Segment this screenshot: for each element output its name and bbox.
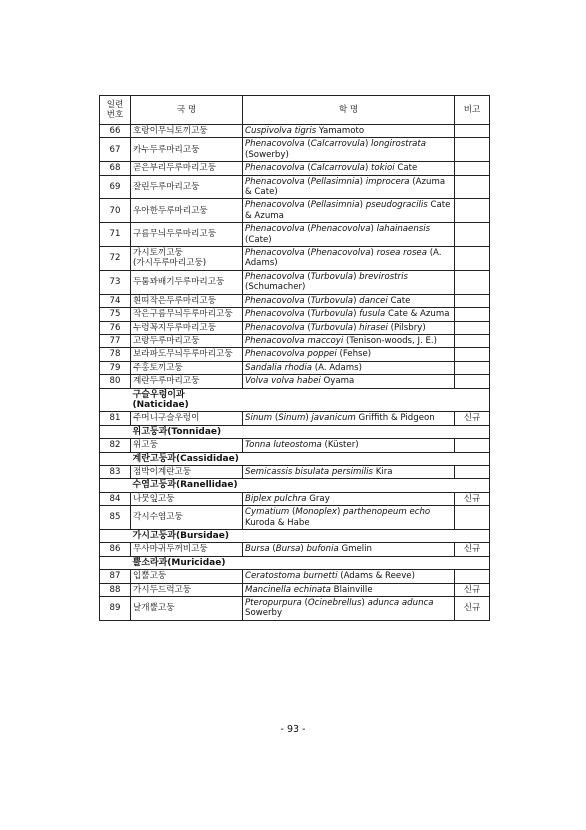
- family-row-end: [455, 556, 490, 569]
- scientific-name-italic-part: Phenacovolva: [245, 295, 305, 306]
- serial-number: 70: [100, 199, 131, 223]
- scientific-name-italic-part: Monoplex: [295, 507, 337, 518]
- serial-number: 73: [100, 270, 131, 294]
- scientific-name-author-part: (Fehse): [336, 349, 372, 360]
- note-cell: [455, 162, 490, 175]
- scientific-name-italic-part: Sinum: [245, 413, 273, 424]
- species-row: [100, 138, 490, 162]
- species-row: [100, 223, 490, 247]
- family-header-row: [100, 425, 490, 438]
- scientific-name-author-part: ): [353, 322, 360, 333]
- scientific-name-author-part: (A. Adams): [245, 248, 442, 269]
- scientific-name: [243, 543, 455, 556]
- scientific-name-author-part: (: [304, 224, 311, 235]
- scientific-name-author-part: (Sowerby): [245, 149, 289, 160]
- scientific-name-author-part: Cate: [394, 163, 418, 174]
- scientific-name-italic-part: Ceratostoma burnetti: [245, 571, 338, 582]
- scientific-name: [243, 412, 455, 425]
- korean-common-name: 주머니구슬우렁이: [131, 412, 243, 425]
- family-name: 가시고둥과(Bursidae): [131, 530, 455, 543]
- family-row-spacer: [100, 452, 131, 465]
- scientific-name: [243, 125, 455, 138]
- species-row: [100, 125, 490, 138]
- scientific-name-italic-part: Phenacovolva: [245, 248, 305, 259]
- scientific-name-author-part: ): [361, 598, 368, 609]
- scientific-name-italic-part: Pellasimnia: [310, 200, 360, 211]
- scientific-name: [243, 270, 455, 294]
- korean-common-name: 나뭇잎고둥: [131, 492, 243, 505]
- scientific-name-italic-part: Sandalia rhodia: [245, 362, 313, 373]
- scientific-name-italic-part: Bursa: [245, 544, 270, 555]
- table-body: [100, 125, 490, 621]
- note-cell: 신규: [455, 597, 490, 621]
- korean-common-name: 호랑이무늬토끼고둥: [131, 125, 243, 138]
- scientific-name-italic-part: javanicum: [311, 413, 356, 424]
- korean-common-name: 계란두루마리고둥: [131, 375, 243, 388]
- species-row: [100, 270, 490, 294]
- scientific-name-author-part: ): [364, 139, 372, 150]
- scientific-name-italic-part: Biplex pulchra: [245, 493, 307, 504]
- family-row-end: [455, 530, 490, 543]
- scientific-name: [243, 162, 455, 175]
- korean-common-name: 무사마귀두꺼비고둥: [131, 543, 243, 556]
- serial-number: 76: [100, 321, 131, 334]
- serial-number: 71: [100, 223, 131, 247]
- scientific-name-author-part: Cate: [387, 295, 411, 306]
- family-header-row: [100, 388, 490, 412]
- scientific-name-author-part: Cate & Azuma: [245, 200, 451, 221]
- scientific-name-author-part: (: [304, 322, 311, 333]
- scientific-name-italic-part: longirostrata: [371, 139, 427, 150]
- scientific-name-italic-part: Cuspivolva tigris: [245, 126, 317, 136]
- species-row: [100, 162, 490, 175]
- family-row-spacer: [100, 530, 131, 543]
- note-cell: [455, 375, 490, 388]
- species-row: [100, 583, 490, 596]
- scientific-name: [243, 348, 455, 361]
- scientific-name-author-part: ): [353, 295, 360, 306]
- family-header-row: [100, 556, 490, 569]
- serial-number: 77: [100, 334, 131, 347]
- scientific-name-author-part: (: [272, 413, 279, 424]
- scientific-name-italic-part: pseudogracilis: [365, 200, 428, 211]
- species-row: [100, 294, 490, 307]
- scientific-name-author-part: (: [289, 507, 296, 518]
- scientific-name-author-part: (A. Adams): [312, 362, 362, 373]
- species-row: [100, 334, 490, 347]
- scientific-name-author-part: ): [353, 309, 360, 320]
- family-name: 뿔소라과(Muricidae): [131, 556, 455, 569]
- serial-number: 88: [100, 583, 131, 596]
- species-row: [100, 361, 490, 374]
- serial-number: 86: [100, 543, 131, 556]
- species-row: [100, 348, 490, 361]
- family-name: 수염고둥과(Ranellidae): [131, 479, 455, 492]
- scientific-name-italic-part: Phenacovolva: [245, 200, 305, 211]
- scientific-name-author-part: (Pilsbry): [387, 322, 426, 333]
- scientific-name-author-part: (Adams & Reeve): [337, 571, 415, 582]
- scientific-name-author-part: ): [359, 200, 366, 211]
- species-row: [100, 321, 490, 334]
- species-row: [100, 465, 490, 478]
- serial-number: 89: [100, 597, 131, 621]
- scientific-name-author-part: (: [304, 248, 311, 259]
- scientific-name-italic-part: adunca adunca: [367, 598, 434, 609]
- scientific-name-author-part: (: [304, 295, 311, 306]
- scientific-name-italic-part: Turbovula: [310, 295, 354, 306]
- scientific-name-italic-part: Bursa: [275, 544, 301, 555]
- scientific-name: [243, 597, 455, 621]
- note-cell: 신규: [455, 543, 490, 556]
- scientific-name: [243, 375, 455, 388]
- serial-number: 69: [100, 175, 131, 199]
- korean-common-name: 입뿔고둥: [131, 570, 243, 583]
- scientific-name: [243, 247, 455, 271]
- scientific-name-author-part: (: [304, 139, 311, 150]
- species-row: [100, 543, 490, 556]
- scientific-name-italic-part: Phenacovolva: [310, 224, 371, 235]
- korean-common-name: 점박이계란고둥: [131, 465, 243, 478]
- scientific-name-italic-part: Phenacovolva: [245, 271, 305, 282]
- serial-number: 68: [100, 162, 131, 175]
- scientific-name: [243, 570, 455, 583]
- species-row: [100, 308, 490, 321]
- scientific-name: [243, 506, 455, 530]
- family-name: 구슬우렁이과 (Naticidae): [131, 388, 455, 412]
- scientific-name-author-part: ): [337, 507, 344, 518]
- scientific-name-author-part: Gray: [306, 493, 330, 504]
- family-row-end: [455, 452, 490, 465]
- scientific-name-author-part: ): [370, 224, 377, 235]
- table-header-row: [100, 96, 490, 125]
- scientific-name-author-part: (: [304, 200, 311, 211]
- serial-number: 84: [100, 492, 131, 505]
- korean-common-name: 날개뿔고둥: [131, 597, 243, 621]
- family-name: 계란고둥과(Cassididae): [131, 452, 455, 465]
- scientific-name-italic-part: fusula: [359, 309, 386, 320]
- serial-number: 83: [100, 465, 131, 478]
- note-cell: [455, 321, 490, 334]
- note-cell: [455, 138, 490, 162]
- family-row-spacer: [100, 425, 131, 438]
- species-row: [100, 570, 490, 583]
- scientific-name-author-part: (: [304, 271, 311, 282]
- serial-number: 80: [100, 375, 131, 388]
- species-row: [100, 506, 490, 530]
- scientific-name-italic-part: Pellasimnia: [310, 176, 360, 187]
- korean-common-name: 위고둥: [131, 439, 243, 452]
- note-cell: [455, 247, 490, 271]
- note-cell: [455, 465, 490, 478]
- scientific-name-author-part: (Tenison-woods, J. E.): [343, 335, 437, 346]
- family-header-row: [100, 479, 490, 492]
- scientific-name-italic-part: Cymatium: [245, 507, 290, 518]
- scientific-name: [243, 175, 455, 199]
- serial-number: 66: [100, 125, 131, 138]
- scientific-name-italic-part: brevirostris: [359, 271, 408, 282]
- serial-number: 72: [100, 247, 131, 271]
- header-serial-number: 일련 번호: [100, 96, 131, 125]
- serial-number: 75: [100, 308, 131, 321]
- korean-common-name: 흰띠작은두루마리고둥: [131, 294, 243, 307]
- note-cell: [455, 308, 490, 321]
- korean-common-name: 고랑두루마리고둥: [131, 334, 243, 347]
- scientific-name-italic-part: tokioi: [371, 163, 395, 174]
- scientific-name-author-part: Oyama: [320, 376, 355, 387]
- scientific-name-italic-part: Tonna luteostoma: [245, 440, 322, 451]
- scientific-name-italic-part: bufonia: [306, 544, 339, 555]
- header-note: 비고: [455, 96, 490, 125]
- korean-common-name: 두툼꽈배기두루마리고둥: [131, 270, 243, 294]
- header-scientific-name: 학 명: [243, 96, 455, 125]
- serial-number: 82: [100, 439, 131, 452]
- scientific-name-author-part: ): [305, 413, 312, 424]
- family-row-spacer: [100, 388, 131, 412]
- scientific-name-italic-part: Phenacovolva: [245, 139, 305, 150]
- scientific-name-author-part: (Schumacher): [245, 282, 306, 293]
- scientific-name-author-part: (: [304, 163, 311, 174]
- species-row: [100, 492, 490, 505]
- scientific-name-italic-part: Mancinella echinata: [245, 584, 331, 595]
- species-row: [100, 597, 490, 621]
- korean-common-name: 카누두루마리고둥: [131, 138, 243, 162]
- note-cell: [455, 223, 490, 247]
- scientific-name-italic-part: Sinum: [278, 413, 306, 424]
- scientific-name: [243, 465, 455, 478]
- family-row-end: [455, 388, 490, 412]
- scientific-name: [243, 321, 455, 334]
- scientific-name: [243, 583, 455, 596]
- header-common-name: 국 명: [131, 96, 243, 125]
- scientific-name-italic-part: hirasei: [359, 322, 388, 333]
- scientific-name-author-part: ): [364, 163, 372, 174]
- scientific-name: [243, 308, 455, 321]
- korean-common-name: 구름무늬두루마리고둥: [131, 223, 243, 247]
- scientific-name-italic-part: Ocinebrellus: [307, 598, 362, 609]
- scientific-name-author-part: Cate & Azuma: [385, 309, 450, 320]
- scientific-name-author-part: ): [353, 271, 360, 282]
- species-row: [100, 199, 490, 223]
- family-row-end: [455, 425, 490, 438]
- scientific-name: [243, 138, 455, 162]
- species-table: [99, 95, 490, 621]
- serial-number: 87: [100, 570, 131, 583]
- scientific-name-italic-part: Turbovula: [310, 322, 354, 333]
- scientific-name-italic-part: Pteropurpura: [245, 598, 302, 609]
- scientific-name-author-part: (: [304, 176, 311, 187]
- scientific-name: [243, 223, 455, 247]
- scientific-name-author-part: (: [301, 598, 308, 609]
- scientific-name-author-part: (: [304, 309, 311, 320]
- page-number: - 93 -: [280, 724, 306, 735]
- scientific-name: [243, 334, 455, 347]
- scientific-name: [243, 492, 455, 505]
- scientific-name-italic-part: Calcarrovula: [310, 163, 365, 174]
- species-row: [100, 412, 490, 425]
- scientific-name: [243, 361, 455, 374]
- scientific-name-italic-part: Turbovula: [310, 271, 354, 282]
- note-cell: 신규: [455, 412, 490, 425]
- scientific-name-author-part: Griffith & Pidgeon: [355, 413, 435, 424]
- scientific-name: [243, 199, 455, 223]
- serial-number: 85: [100, 506, 131, 530]
- species-row: [100, 439, 490, 452]
- scientific-name-author-part: Yamamoto: [316, 126, 365, 136]
- korean-common-name: 보라파도무늬두루마리고둥: [131, 348, 243, 361]
- scientific-name-author-part: ): [300, 544, 307, 555]
- scientific-name-italic-part: Phenacovolva maccoyi: [245, 335, 344, 346]
- species-row: [100, 375, 490, 388]
- species-row: [100, 175, 490, 199]
- scientific-name: [243, 294, 455, 307]
- note-cell: [455, 199, 490, 223]
- scientific-name-author-part: Blainville: [330, 584, 373, 595]
- scientific-name-italic-part: Phenacovolva poppei: [245, 349, 337, 360]
- korean-common-name: 곧은부리두루마리고둥: [131, 162, 243, 175]
- family-row-end: [455, 479, 490, 492]
- scientific-name-italic-part: rosea rosea: [376, 248, 427, 259]
- serial-number: 78: [100, 348, 131, 361]
- scientific-name-italic-part: Phenacovolva: [310, 248, 371, 259]
- note-cell: [455, 270, 490, 294]
- scientific-name-author-part: ): [359, 176, 366, 187]
- serial-number: 81: [100, 412, 131, 425]
- scientific-name-italic-part: Calcarrovula: [310, 139, 365, 150]
- scientific-name-italic-part: Phenacovolva: [245, 309, 305, 320]
- family-name: 위고둥과(Tonnidae): [131, 425, 455, 438]
- korean-common-name: 잘린두루마리고둥: [131, 175, 243, 199]
- note-cell: [455, 125, 490, 138]
- note-cell: [455, 506, 490, 530]
- korean-common-name: 누렁꼭지두루마리고둥: [131, 321, 243, 334]
- scientific-name-italic-part: Phenacovolva: [245, 224, 305, 235]
- note-cell: 신규: [455, 583, 490, 596]
- note-cell: [455, 175, 490, 199]
- note-cell: [455, 570, 490, 583]
- note-cell: [455, 334, 490, 347]
- scientific-name: [243, 439, 455, 452]
- scientific-name-author-part: Sowerby: [245, 608, 283, 619]
- scientific-name-author-part: (Azuma & Cate): [245, 176, 446, 198]
- scientific-name-author-part: ): [370, 248, 377, 259]
- korean-common-name: 각시수염고둥: [131, 506, 243, 530]
- family-header-row: [100, 452, 490, 465]
- scientific-name-italic-part: dancei: [359, 295, 388, 306]
- scientific-name-italic-part: Phenacovolva: [245, 176, 305, 187]
- scientific-name-italic-part: lahainaensis: [376, 224, 431, 235]
- scientific-name-author-part: Kira: [372, 466, 393, 477]
- scientific-name-italic-part: Phenacovolva: [245, 322, 305, 333]
- serial-number: 67: [100, 138, 131, 162]
- family-row-spacer: [100, 556, 131, 569]
- note-cell: [455, 439, 490, 452]
- species-row: [100, 247, 490, 271]
- scientific-name-author-part: (Cate): [245, 234, 272, 245]
- korean-common-name: 가시토끼고둥 (가시두루마리고둥): [131, 247, 243, 271]
- note-cell: 신규: [455, 492, 490, 505]
- note-cell: [455, 361, 490, 374]
- korean-common-name: 작은구름무늬두루마리고둥: [131, 308, 243, 321]
- family-header-row: [100, 530, 490, 543]
- serial-number: 74: [100, 294, 131, 307]
- scientific-name-author-part: (: [269, 544, 276, 555]
- korean-common-name: 가시두드럭고둥: [131, 583, 243, 596]
- korean-common-name: 우아한두루마리고둥: [131, 199, 243, 223]
- scientific-name-author-part: (Küster): [321, 440, 359, 451]
- note-cell: [455, 294, 490, 307]
- scientific-name-italic-part: improcera: [365, 176, 410, 187]
- scientific-name-italic-part: Semicassis bisulata persimilis: [245, 466, 373, 477]
- scientific-name-italic-part: Volva volva habei: [245, 376, 321, 387]
- serial-number: 79: [100, 361, 131, 374]
- scientific-name-italic-part: Turbovula: [310, 309, 354, 320]
- korean-common-name: 주홍토끼고둥: [131, 361, 243, 374]
- note-cell: [455, 348, 490, 361]
- scientific-name-author-part: Gmelin: [338, 544, 373, 555]
- scientific-name-italic-part: Phenacovolva: [245, 163, 305, 174]
- scientific-name-italic-part: parthenopeum echo: [343, 507, 431, 518]
- scientific-name-author-part: Kuroda & Habe: [245, 517, 310, 528]
- family-row-spacer: [100, 479, 131, 492]
